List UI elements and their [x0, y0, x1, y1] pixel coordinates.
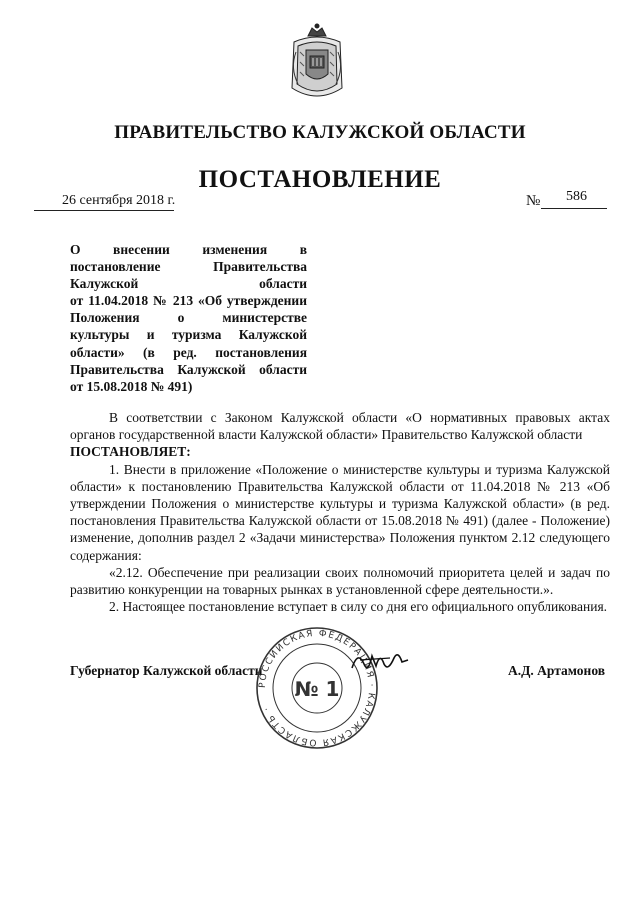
subject-line: от 11.04.2018 № 213 «Об утверждении	[70, 293, 307, 309]
subject-line: культуры и туризма Калужской	[70, 327, 307, 343]
coat-of-arms-emblem	[286, 22, 348, 106]
stamp-center-text: № 1	[294, 677, 340, 701]
subject-line: Калужской области	[70, 276, 307, 292]
document-type: ПОСТАНОВЛЕНИЕ	[198, 166, 442, 193]
quoted-amendment: «2.12. Обеспечение при реализации своих полномочий приоритета целей и задач по развитию конкуренции на товарных рынках в установленной сфере деятельности.».	[70, 564, 610, 598]
subject-line: Правительства Калужской области	[70, 361, 307, 377]
decree-word: ПОСТАНОВЛЯЕТ:	[70, 444, 191, 460]
subject-line: постановление Правительства	[70, 259, 307, 275]
number-underline	[541, 208, 607, 209]
document-date: 26 сентября 2018 г.	[62, 193, 176, 208]
official-stamp	[254, 625, 380, 751]
subject-line: области» (в ред. постановления	[70, 344, 307, 360]
item-1-paragraph: 1. Внести в приложение «Положение о министерстве культуры и туризма Калужской области» к постановлению Правительства Калужской области от 11.04.2018 № 213 «Об утверждении Положения о министерстве культуры и туризма Калужской области» (в ред. постановления Правительства Калужской области от 15.08.2018 № 491) (далее - Положение) изменение, дополнив раздел 2 «Задачи министерства» Положения пунктом 2.12 следующего содержания:	[70, 461, 610, 563]
subject-line: Положения о министерстве	[70, 310, 307, 326]
preamble-paragraph: В соответствии с Законом Калужской области «О нормативных правовых актах органов государственной власти Калужской области» Правительство Калужской области	[70, 410, 610, 443]
number-sign: №	[526, 193, 541, 209]
signatory-title: Губернатор Калужской области	[70, 663, 263, 678]
authority-title: ПРАВИТЕЛЬСТВО КАЛУЖСКОЙ ОБЛАСТИ	[114, 122, 526, 143]
item-2-paragraph: 2. Настоящее постановление вступает в силу со дня его официального опубликования.	[109, 599, 608, 615]
document-number: 586	[566, 189, 587, 204]
handwritten-signature	[350, 646, 410, 676]
subject-line: от 15.08.2018 № 491)	[70, 378, 193, 394]
stamp-outer-text: РОССИЙСКАЯ ФЕДЕРАЦИЯ · КАЛУЖСКАЯ ОБЛАСТЬ ·	[257, 628, 377, 748]
subject-line: О внесении изменения в	[70, 242, 307, 257]
document-body	[70, 409, 610, 615]
signatory-name: А.Д. Артамонов	[508, 663, 606, 678]
document-subject	[70, 241, 307, 395]
date-underline	[34, 210, 174, 211]
